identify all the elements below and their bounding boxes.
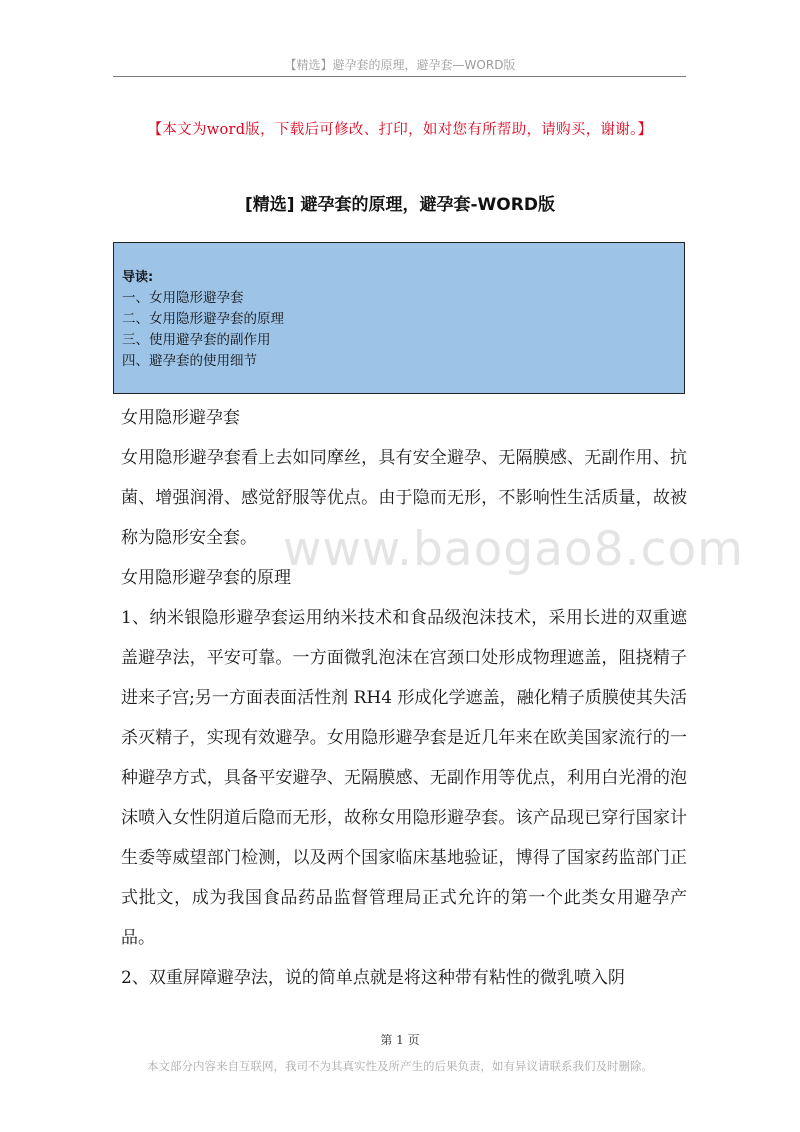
watermark: www.baogao8.com [283, 522, 744, 577]
header-rule [113, 76, 686, 77]
paragraph: 2、双重屏障避孕法，说的简单点就是将这种带有粘性的微乳喷入阴 [121, 968, 625, 988]
guide-heading: 导读: [122, 270, 154, 285]
footer-disclaimer: 本文部分内容来自互联网，我司不为其真实性及所产生的后果负责，如有异议请联系我们及时删除。 [147, 1059, 653, 1073]
running-header: 【精选】避孕套的原理，避孕套—WORD版 [284, 58, 516, 72]
guide-box [113, 242, 685, 394]
paragraph: 1、纳米银隐形避孕套运用纳米技术和食品级泡沫技术，采用长进的双重遮盖避孕法，平安可靠。一方面微乳泡沫在宫颈口处形成物理遮盖，阻挠精子进来子宫;另一方面表面活性剂 RH4 形成化学遮盖，融化精子质膜使其失活杀灭精子，实现有效避孕。女用隐形避孕套是近几年来在欧美国家流行的一种避孕方式，具备平安避孕、无隔膜感、无副作用等优点，利用白光滑的泡沫喷入女性阴道后隐而无形，故称女用隐形避孕套。该产品现已穿行国家计生委等威望部门检测，以及两个国家临床基地验证，博得了国家药监部门正式批文，成为我国食品药品监督管理局正式允许的第一个此类女用避孕产品。 [121, 608, 687, 948]
body-text [121, 398, 687, 998]
paragraph: 女用隐形避孕套看上去如同摩丝，具有安全避孕、无隔膜感、无副作用、抗菌、增强润滑、感觉舒服等优点。由于隐而无形，不影响性生活质量，故被称为隐形安全套。 [121, 448, 687, 548]
document-title: [精选] 避孕套的原理，避孕套-WORD版 [245, 195, 555, 215]
download-notice: 【本文为word版，下载后可修改、打印，如对您有所帮助，请购买，谢谢。】 [147, 122, 653, 138]
guide-item: 一、女用隐形避孕套 [122, 290, 244, 306]
section-heading: 女用隐形避孕套的原理 [121, 568, 291, 588]
guide-item: 二、女用隐形避孕套的原理 [122, 311, 284, 327]
section-heading: 女用隐形避孕套 [121, 408, 240, 428]
page-number: 第 1 页 [380, 1033, 420, 1047]
guide-item: 四、避孕套的使用细节 [122, 353, 257, 369]
guide-item: 三、使用避孕套的副作用 [122, 332, 271, 348]
